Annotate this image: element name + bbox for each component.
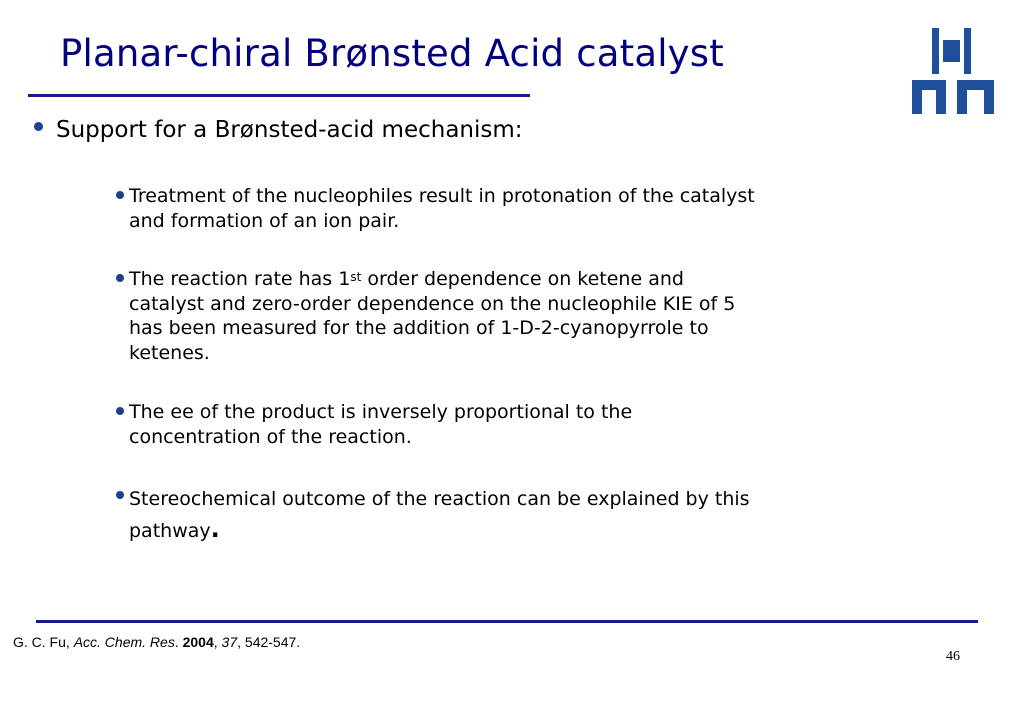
sub-bullet-2	[116, 267, 756, 365]
citation	[13, 634, 300, 650]
bullet-dot-icon	[116, 491, 124, 499]
sub-bullet-text	[129, 484, 756, 546]
citation-authors: G. C. Fu,	[13, 634, 74, 650]
sub-bullet-3	[116, 400, 756, 449]
main-bullet	[34, 117, 523, 143]
bullet-dot-icon	[116, 191, 124, 199]
page-number: 46	[946, 649, 960, 664]
citation-sep: ,	[213, 634, 222, 650]
slide-title: Planar-chiral Brønsted Acid catalyst	[60, 32, 724, 75]
text-main: Stereochemical outcome of the reaction can be explained by this pathway	[129, 488, 750, 542]
sub-bullet-text: The ee of the product is inversely proportional to the concentration of the reaction.	[129, 401, 633, 448]
sub-bullet-text: Treatment of the nucleophiles result in protonation of the catalyst and formation of an ion pair.	[129, 185, 755, 232]
citation-sep: .	[174, 634, 183, 650]
citation-volume: 37	[221, 634, 238, 650]
text-pre: The reaction rate has 1	[129, 268, 351, 290]
sub-bullet-4	[116, 484, 756, 546]
superscript-st: st	[350, 270, 362, 284]
bullet-dot-icon	[116, 274, 124, 282]
bullet-dot-icon	[116, 407, 124, 415]
citation-pages: , 542-547.	[237, 634, 301, 650]
citation-journal: Acc. Chem. Res	[73, 634, 175, 650]
text-end-period: .	[210, 515, 220, 543]
bullet-dot-icon	[34, 122, 43, 131]
main-bullet-text: Support for a Brønsted-acid mechanism:	[56, 117, 523, 143]
footer-divider	[36, 620, 978, 623]
citation-year: 2004	[182, 634, 214, 650]
university-logo	[908, 28, 998, 114]
title-divider	[28, 94, 530, 97]
text-post: order dependence on ketene and catalyst and zero-order dependence on the nucleophile KIE of 5 has been measured for the addition of 1-D-2-cyanopyrrole to ketenes.	[129, 268, 736, 364]
sub-bullet-1	[116, 184, 756, 233]
sub-bullet-text	[129, 267, 756, 365]
